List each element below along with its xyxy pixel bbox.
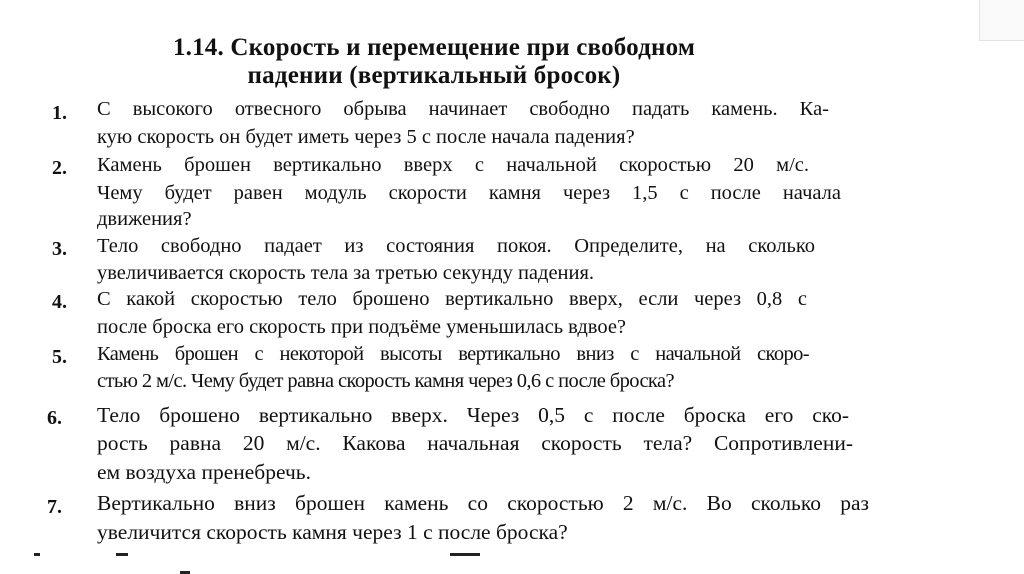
problem-2-line-3: движения? [97,208,192,230]
problem-4-number: 4. [52,291,67,313]
problem-1-line-2: кую скорость он будет иметь через 5 с после начала падения? [97,126,635,148]
problem-6-number: 6. [47,407,62,429]
problem-4-line-1: С какой скоростью тело брошено вертикально вверх, если через 0,8 с [97,288,807,310]
problem-1-number: 1. [52,102,67,124]
problem-5-number: 5. [52,346,67,368]
problem-2-line-1: Камень брошен вертикально вверх с начальной скоростью 20 м/с. [97,154,809,176]
problem-3-line-2: увеличивается скорость тела за третью секунду падения. [97,262,595,284]
problem-6-line-2: рость равна 20 м/с. Какова начальная скорость тела? Сопротивлени- [97,431,853,455]
problem-2-line-2: Чему будет равен модуль скорости камня через 1,5 с после начала [97,182,841,204]
problem-7-number: 7. [47,496,62,518]
problem-4-line-2: после броска его скорость при подъёме уменьшилась вдвое? [97,316,627,338]
section-title-line-2: падении (вертикальный бросок) [247,62,621,89]
problem-7-line-1: Вертикально вниз брошен камень со скоростью 2 м/с. Во сколько раз [97,491,869,515]
problem-3-line-1: Тело свободно падает из состояния покоя. Определите, на сколько [97,235,815,257]
cut-off-text-fragment [30,553,670,574]
problem-5-line-2: стью 2 м/с. Чему будет равна скорость камня через 0,6 с после броска? [97,370,674,392]
problem-2-number: 2. [52,157,67,179]
problem-7-line-2: увеличится скорость камня через 1 с после броска? [97,520,568,544]
problem-3-number: 3. [52,238,67,260]
problem-6-line-3: ем воздуха пренебречь. [97,460,311,484]
problem-5-line-1: Камень брошен с некоторой высоты вертикально вниз с начальной скоро- [97,343,809,365]
problem-6-line-1: Тело брошено вертикально вверх. Через 0,5 с после броска его ско- [97,403,849,427]
problem-1-line-1: С высокого отвесного обрыва начинает свободно падать камень. Ка- [97,98,829,120]
corner-panel [979,0,1024,41]
section-title-line-1: 1.14. Скорость и перемещение при свободном [172,34,696,61]
